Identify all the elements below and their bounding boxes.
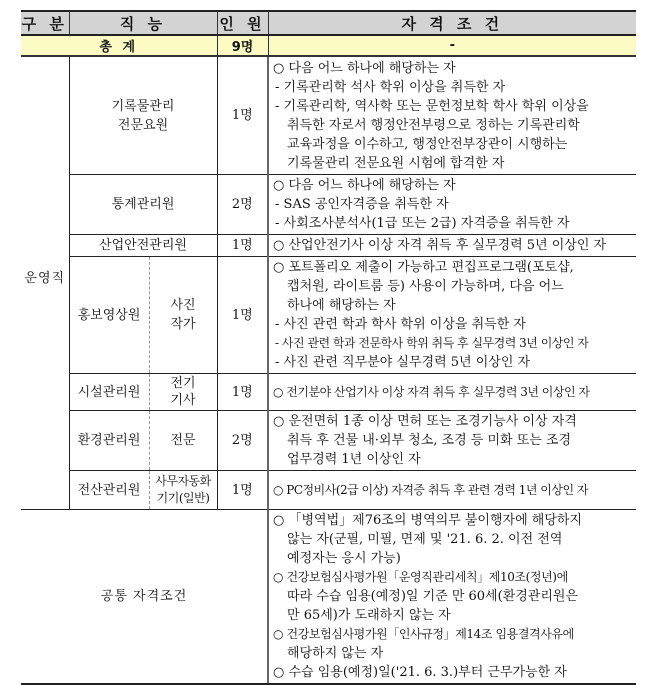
table-row [21, 257, 636, 374]
table-row [21, 235, 636, 257]
table-row [21, 374, 636, 411]
condition-line: 예정자는 응시 가능) [287, 551, 401, 566]
condition-line: - 사진 관련 학과 학사 학위 이상을 취득한 자 [275, 317, 526, 332]
condition-line: ○ 다음 어느 하나에 해당하는 자 [273, 60, 456, 76]
qualification-cell [268, 257, 636, 374]
sub-job-line1: 전기 [170, 376, 196, 391]
total-label: 총 계 [21, 35, 217, 56]
condition-line: - SAS 공인자격증을 취득한 자 [275, 197, 449, 212]
condition-line: 캡처원, 라이트룸 등) 사용이 가능하며, 다음 어느 [287, 279, 564, 294]
headcount-cell: 1명 [217, 235, 268, 257]
sub-job-cell [149, 374, 217, 411]
condition-line: ○ 포트폴리오 제출이 가능하고 편집프로그램(포토샵, [273, 260, 574, 275]
common-label: 공통 자격조건 [21, 510, 268, 685]
sub-job-line2: 작가 [170, 317, 196, 332]
condition-line: ○ 건강보험심사평가원「운영직관리세칙」제10조(정년)에 [273, 570, 568, 584]
job-cell: 시설관리원 [69, 374, 149, 411]
condition-line: 따라 수습 임용(예정)일 기준 만 60세(환경관리원은 [287, 589, 579, 604]
job-name-line1: 기록물관리 [111, 98, 175, 114]
sub-job-line1: 사진 [170, 298, 196, 313]
condition-line: ○ 수습 임용(예정)일('21. 6. 3.)부터 근무가능한 자 [273, 665, 567, 680]
header-qualifications: 자 격 조 건 [268, 11, 636, 35]
sub-job-line1: 사무자동화 [155, 474, 211, 488]
condition-line: ○ 건강보험심사평가원「인사규정」제14조 임용결격사유에 [273, 627, 574, 641]
qualification-cell [268, 56, 636, 175]
condition-line: 해당하지 않는 자 [287, 646, 384, 661]
headcount-cell: 1명 [217, 56, 268, 175]
sub-job-cell [149, 471, 217, 510]
qualification-table [21, 10, 636, 685]
condition-line: - 기록관리학 석사 학위 이상을 취득한 자 [275, 79, 506, 95]
condition-line: - 사회조사분석사(1급 또는 2급) 자격증을 취득한 자 [275, 216, 570, 231]
condition-line: 않는 자(군필, 미필, 면제 및 '21. 6. 2. 이전 전역 [287, 532, 563, 547]
condition-line: ○ 운전면허 1종 이상 면허 또는 조경기능사 이상 자격 [273, 414, 577, 429]
table-row [21, 175, 636, 235]
condition-line: ○ 다음 어느 하나에 해당하는 자 [273, 178, 456, 193]
headcount-cell: 1명 [217, 257, 268, 374]
headcount-cell: 2명 [217, 175, 268, 235]
qualification-cell [268, 411, 636, 471]
qualification-cell [268, 235, 636, 257]
condition-line: - 사진 관련 직무분야 실무경력 5년 이상인 자 [275, 355, 531, 370]
sub-job-line2: 기사 [170, 393, 196, 408]
table-row [21, 411, 636, 471]
condition-line: 취득한 자로서 행정안전부령으로 정하는 기록관리학 [287, 117, 580, 133]
common-qualification-cell [268, 510, 636, 685]
total-qualifications: - [268, 35, 636, 56]
job-cell: 환경관리원 [69, 411, 149, 471]
sub-job-line2: 기기(일반) [156, 491, 210, 505]
condition-line: - 사진 관련 학과 전문학사 학위 취득 후 실무경력 3년 이상인 자 [275, 336, 589, 350]
condition-line: 하나에 해당하는 자 [287, 298, 396, 313]
condition-line: 취득 후 건물 내·외부 청소, 조경 등 미화 또는 조경 [287, 433, 572, 448]
header-row [21, 11, 636, 35]
condition-line: 기록물관리 전문요원 시험에 합격한 자 [287, 155, 505, 171]
sub-job-cell: 전문 [149, 411, 217, 471]
qualification-cell [268, 374, 636, 411]
total-row [21, 35, 636, 56]
table-row [21, 56, 636, 175]
condition-line: ○ 전기분야 산업기사 이상 자격 취득 후 실무경력 3년 이상인 자 [273, 384, 590, 399]
job-cell: 통계관리원 [69, 175, 217, 235]
condition-line: 만 65세)가 도래하지 않는 자 [287, 608, 451, 623]
category-cell: 운영직 [24, 271, 66, 286]
condition-line: ○ 산업안전기사 이상 자격 취득 후 실무경력 5년 이상인 자 [273, 238, 607, 253]
qualification-cell [268, 175, 636, 235]
qualification-document [21, 10, 636, 685]
headcount-cell: 1명 [217, 374, 268, 411]
job-cell: 전산관리원 [69, 471, 149, 510]
common-row [21, 510, 636, 685]
condition-line: 업무경력 1년 이상인 자 [287, 452, 421, 467]
sub-job-cell [149, 257, 217, 374]
table-row [21, 471, 636, 510]
job-cell [69, 56, 217, 175]
headcount-cell: 2명 [217, 411, 268, 471]
job-cell: 홍보영상원 [69, 257, 149, 374]
qualification-cell [268, 471, 636, 510]
job-name-line2: 전문요원 [117, 117, 169, 133]
header-category: 구 분 [21, 11, 69, 35]
job-cell: 산업안전관리원 [69, 235, 217, 257]
header-job: 직 능 [69, 11, 217, 35]
total-headcount: 9명 [217, 35, 268, 56]
condition-line: ○ 「병역법」제76조의 병역의무 불이행자에 해당하지 [273, 513, 583, 528]
condition-line: 교육과정을 이수하고, 행정안전부장관이 시행하는 [287, 136, 568, 152]
condition-line: - 기록관리학, 역사학 또는 문헌정보학 학사 학위 이상을 [275, 98, 589, 114]
headcount-cell: 1명 [217, 471, 268, 510]
header-headcount: 인 원 [217, 11, 268, 35]
condition-line: ○ PC정비사(2급 이상) 자격증 취득 후 관련 경력 1년 이상인 자 [273, 482, 588, 497]
